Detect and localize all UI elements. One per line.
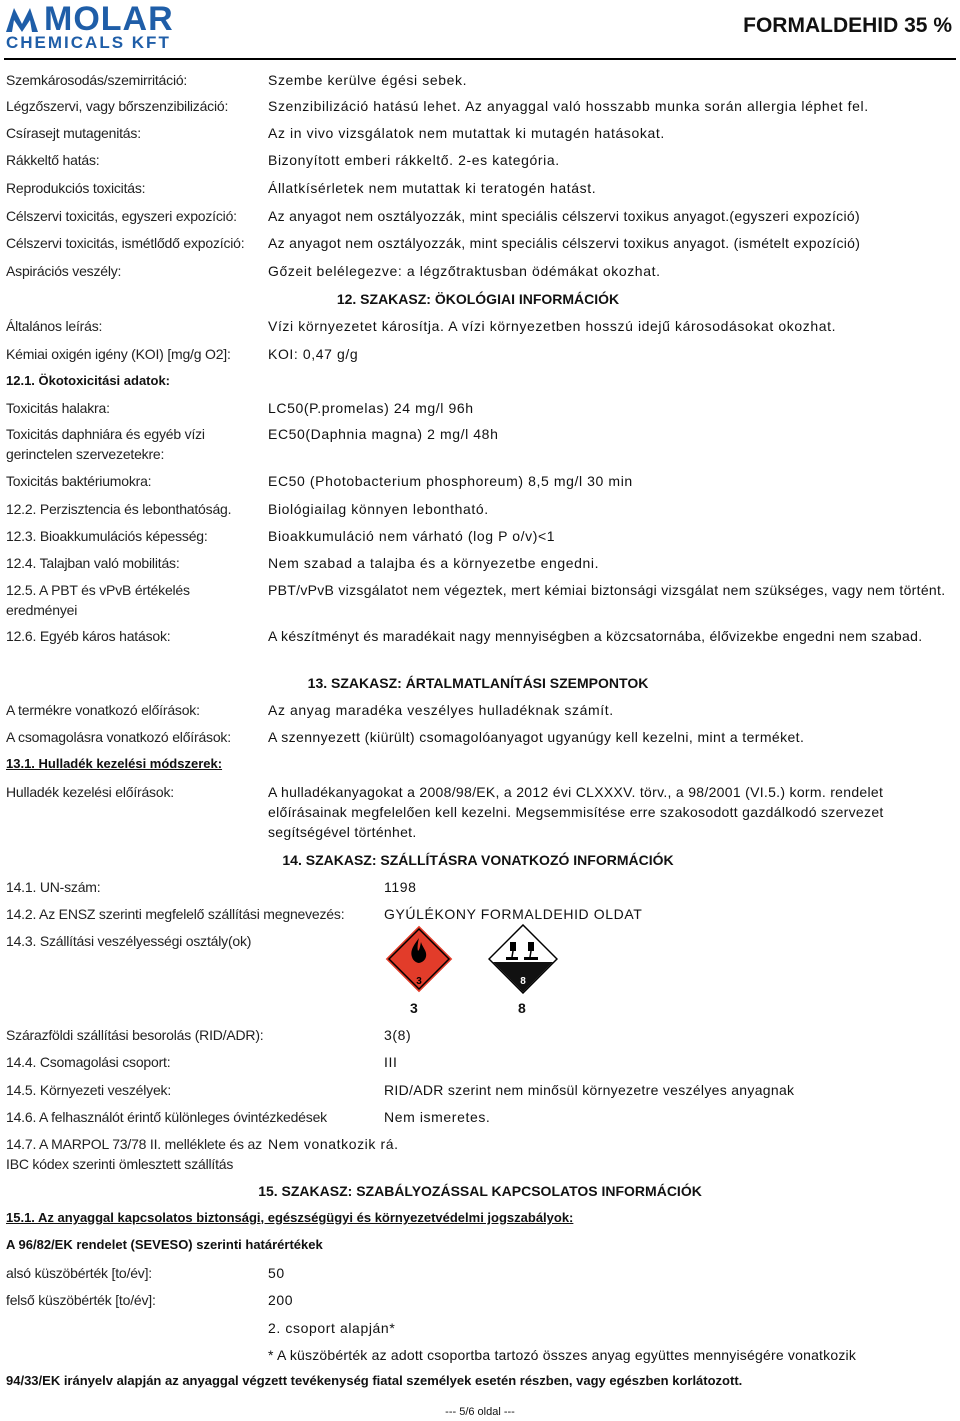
tox-label: Légzőszervi, vagy bőrszenzibilizáció:	[6, 98, 229, 114]
persistence-value: Biológiailag könnyen lebontható.	[268, 501, 489, 517]
general-label: Általános leírás:	[6, 318, 103, 334]
flammable-liquid-icon	[384, 924, 454, 994]
subsection-15-1: 15.1. Az anyaggal kapcsolatos biztonsági, egészségügyi és környezetvédelmi jogszabályok:	[6, 1210, 574, 1225]
daphnia-label: Toxicitás daphniára és egyéb vízi gerinctelen szervezetekre:	[6, 426, 205, 462]
product-rules-label: A termékre vonatkozó előírások:	[6, 702, 200, 718]
pbt-value: PBT/vPvB vizsgálatot nem végeztek, mert kémiai biztonsági vizsgálat nem szükséges, vagy nem történt.	[268, 582, 946, 598]
section-15-title: 15. SZAKASZ: SZABÁLYOZÁSSAL KAPCSOLATOS INFORMÁCIÓK	[258, 1183, 702, 1199]
bioaccumulation-value: Bioakkumuláció nem várható (log P o/v)<1	[268, 528, 556, 544]
tox-label: Aspirációs veszély:	[6, 263, 122, 279]
logo-sub-text: CHEMICALS KFT	[6, 33, 171, 52]
pbt-label: 12.5. A PBT és vPvB értékelés eredményei	[6, 582, 190, 618]
tox-value: Szenzibilizáció hatású lehet. Az anyaggal való hosszabb munka során allergia léphet fel.	[268, 98, 869, 114]
lower-threshold-label: alsó küszöbérték [to/év]:	[6, 1265, 152, 1281]
tox-label: Célszervi toxicitás, egyszeri expozíció:	[6, 208, 237, 224]
youth-directive: 94/33/EK irányelv alapján az anyaggal végzett tevékenység fiatal személyek esetén részben, vagy egészben korlátozott.	[6, 1373, 743, 1388]
subsection-13-1: 13.1. Hulladék kezelési módszerek:	[6, 756, 223, 771]
tox-label: Célszervi toxicitás, ismétlődő expozíció:	[6, 235, 245, 251]
tox-value: Szembe kerülve égési sebek.	[268, 72, 468, 88]
bioaccumulation-label: 12.3. Bioakkumulációs képesség:	[6, 528, 208, 544]
section-13-title: 13. SZAKASZ: ÁRTALMATLANÍTÁSI SZEMPONTOK	[307, 675, 649, 691]
pictogram-class-3-label: 3	[410, 1000, 418, 1016]
shipping-name-label: 14.2. Az ENSZ szerinti megfelelő szállítási megnevezés:	[6, 906, 345, 922]
fish-value: LC50(P.promelas) 24 mg/l 96h	[268, 400, 474, 416]
soil-mobility-value: Nem szabad a talajba és a környezetbe engedni.	[268, 555, 600, 571]
land-transport-value: 3(8)	[384, 1027, 412, 1043]
environmental-hazards-label: 14.5. Környezeti veszélyek:	[6, 1082, 172, 1098]
cod-label: Kémiai oxigén igény (KOI) [mg/g O2]:	[6, 346, 231, 362]
svg-text:8: 8	[520, 976, 526, 987]
pictogram-class-8-label: 8	[518, 1000, 526, 1016]
tox-value: Az anyagot nem osztályozzák, mint speciális célszervi toxikus anyagot.(egyszeri expozíció)	[268, 208, 860, 224]
packing-group-value: III	[384, 1054, 398, 1070]
persistence-label: 12.2. Perzisztencia és lebonthatóság.	[6, 501, 232, 517]
tox-value: Állatkísérletek nem mutattak ki teratogén hatást.	[268, 180, 597, 196]
section-14-title: 14. SZAKASZ: SZÁLLÍTÁSRA VONATKOZÓ INFORMÁCIÓK	[282, 852, 674, 868]
packaging-rules-value: A szennyezett (kiürült) csomagolóanyagot ugyanúgy kell kezelni, mint a terméket.	[268, 729, 805, 745]
svg-text:3: 3	[416, 976, 422, 987]
tox-label: Csírasejt mutagenitás:	[6, 125, 141, 141]
tox-value: Az in vivo vizsgálatok nem mutattak ki mutagén hatásokat.	[268, 125, 665, 141]
marpol-value: Nem vonatkozik rá.	[268, 1136, 399, 1152]
upper-threshold-value: 200	[268, 1292, 294, 1308]
special-precautions-value: Nem ismeretes.	[384, 1109, 491, 1125]
tox-label: Reprodukciós toxicitás:	[6, 180, 146, 196]
land-transport-label: Szárazföldi szállítási besorolás (RID/ADR):	[6, 1027, 264, 1043]
packaging-rules-label: A csomagolásra vonatkozó előírások:	[6, 729, 231, 745]
logo-main-text: MOLAR	[44, 0, 174, 38]
bacteria-label: Toxicitás baktériumokra:	[6, 473, 152, 489]
special-precautions-label: 14.6. A felhasználót érintő különleges óvintézkedések	[6, 1109, 327, 1125]
tox-label: Szemkárosodás/szemirritáció:	[6, 72, 188, 88]
packing-group-label: 14.4. Csomagolási csoport:	[6, 1054, 171, 1070]
upper-threshold-label: felső küszöbérték [to/év]:	[6, 1292, 156, 1308]
tox-value: Gőzeit belélegezve: a légzőtraktusban ödémákat okozhat.	[268, 263, 661, 279]
threshold-note: * A küszöbérték az adott csoportba tartozó összes anyag együttes mennyiségére vonatkozik	[268, 1347, 857, 1363]
page-footer: --- 5/6 oldal ---	[445, 1406, 515, 1418]
header-divider	[4, 58, 956, 60]
subsection-12-1: 12.1. Ökotoxicitási adatok:	[6, 373, 171, 388]
section-12-title: 12. SZAKASZ: ÖKOLÓGIAI INFORMÁCIÓK	[336, 291, 620, 307]
product-rules-value: Az anyag maradéka veszélyes hulladéknak számít.	[268, 702, 614, 718]
lower-threshold-value: 50	[268, 1265, 285, 1281]
tox-value: Az anyagot nem osztályozzák, mint speciális célszervi toxikus anyagot. (ismételt expozíció)	[268, 235, 861, 251]
cod-value: KOI: 0,47 g/g	[268, 346, 359, 362]
tox-label: Rákkeltő hatás:	[6, 152, 100, 168]
hazard-class-label: 14.3. Szállítási veszélyességi osztály(ok)	[6, 933, 252, 949]
tox-value: Bizonyított emberi rákkeltő. 2-es kategória.	[268, 152, 560, 168]
group-basis: 2. csoport alapján*	[268, 1320, 396, 1336]
un-number-label: 14.1. UN-szám:	[6, 879, 101, 895]
other-effects-label: 12.6. Egyéb káros hatások:	[6, 628, 171, 644]
seveso-heading: A 96/82/EK rendelet (SEVESO) szerinti határértékek	[6, 1237, 323, 1252]
corrosive-icon	[488, 924, 558, 994]
daphnia-value: EC50(Daphnia magna) 2 mg/l 48h	[268, 426, 499, 442]
company-logo	[6, 0, 226, 52]
molar-logo-icon	[6, 6, 38, 32]
document-title: FORMALDEHID 35 %	[743, 14, 952, 37]
other-effects-value: A készítményt és maradékait nagy mennyiségben a közcsatornába, élővizekbe engedni nem szabad.	[268, 628, 923, 644]
fish-label: Toxicitás halakra:	[6, 400, 110, 416]
waste-rules-value: A hulladékanyagokat a 2008/98/EK, a 2012 évi CLXXXV. törv., a 98/2001 (VI.5.) korm. rendelet előírásainak megfelelően kell kezelni. Megsemmisítése erre szakosodott gazdálkodó szervezet segítségével történhet.	[268, 784, 884, 840]
un-number-value: 1198	[384, 879, 417, 895]
general-value: Vízi környezetet károsítja. A vízi környezetben hosszú idejű károsodásokat okozhat.	[268, 318, 837, 334]
bacteria-value: EC50 (Photobacterium phosphoreum) 8,5 mg/l 30 min	[268, 473, 633, 489]
shipping-name-value: GYÚLÉKONY FORMALDEHID OLDAT	[384, 906, 643, 922]
marpol-label: 14.7. A MARPOL 73/78 II. melléklete és az IBC kódex szerinti ömlesztett szállítás	[6, 1136, 262, 1172]
environmental-hazards-value: RID/ADR szerint nem minősül környezetre veszélyes anyagnak	[384, 1082, 795, 1098]
waste-rules-label: Hulladék kezelési előírások:	[6, 784, 174, 800]
soil-mobility-label: 12.4. Talajban való mobilitás:	[6, 555, 180, 571]
